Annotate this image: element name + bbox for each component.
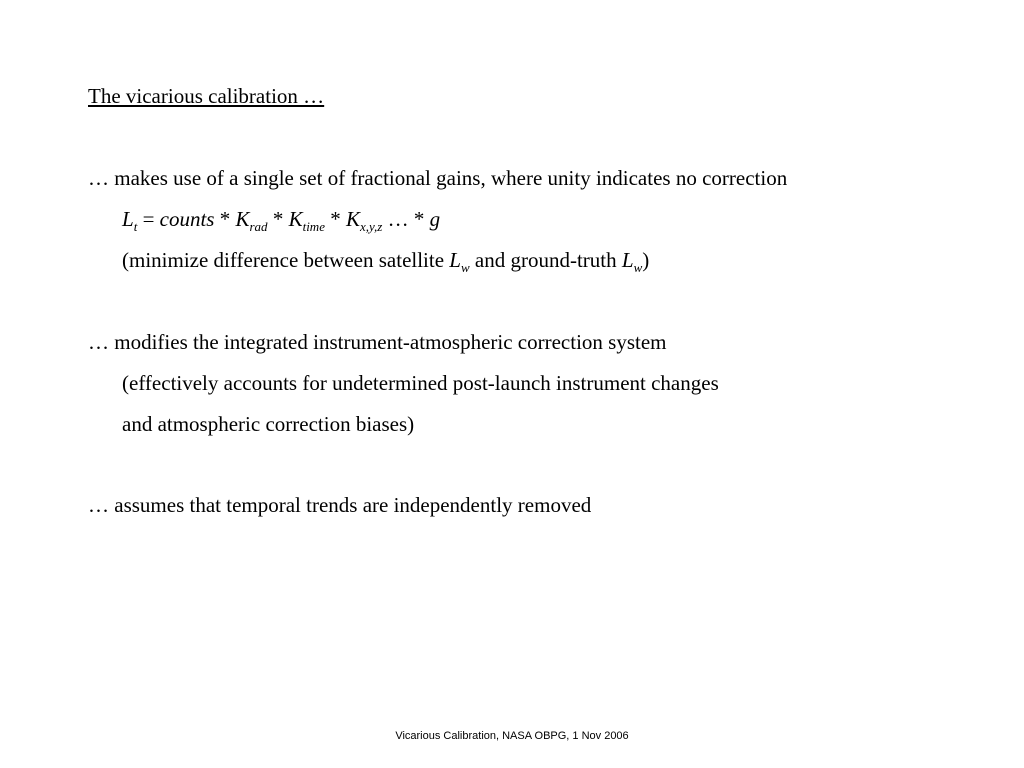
eq-lt: L <box>122 207 134 231</box>
eq-ktime: K <box>288 207 303 231</box>
eq-counts: counts <box>159 207 215 231</box>
point-3-text: … assumes that temporal trends are independently removed <box>88 493 592 517</box>
eq-op1: * <box>214 207 236 231</box>
eq-g: g <box>429 207 441 231</box>
eq-equals: = <box>137 207 160 231</box>
point-1-note <box>122 247 649 273</box>
note-suffix: ) <box>642 248 650 272</box>
point-1-text: … makes use of a single set of fractional gains, where unity indicates no correction <box>88 166 788 190</box>
eq-kxyz: K <box>345 207 360 231</box>
slide-footer: Vicarious Calibration, NASA OBPG, 1 Nov 2006 <box>395 730 629 742</box>
eq-tail: … * <box>382 207 430 231</box>
eq-op2: * <box>267 207 289 231</box>
note-lw2: L <box>621 248 634 272</box>
eq-lt-sub: t <box>133 219 138 234</box>
slide-title: The vicarious calibration … <box>88 84 325 108</box>
eq-krad-sub: rad <box>249 219 268 234</box>
note-lw2-sub: w <box>633 260 643 275</box>
eq-ktime-sub: time <box>302 219 325 234</box>
eq-kxyz-sub: x,y,z <box>359 219 383 234</box>
calibration-equation <box>122 206 440 232</box>
note-prefix: (minimize difference between satellite <box>122 248 450 272</box>
note-lw1-sub: w <box>460 260 470 275</box>
point-2-note-line-1: (effectively accounts for undetermined post-launch instrument changes <box>122 371 719 395</box>
eq-krad: K <box>235 207 250 231</box>
point-2-note-line-2: and atmospheric correction biases) <box>122 412 415 436</box>
point-2-text: … modifies the integrated instrument-atmospheric correction system <box>88 330 667 354</box>
note-lw1: L <box>449 248 461 272</box>
note-middle: and ground-truth <box>469 248 622 272</box>
eq-op3: * <box>324 207 346 231</box>
